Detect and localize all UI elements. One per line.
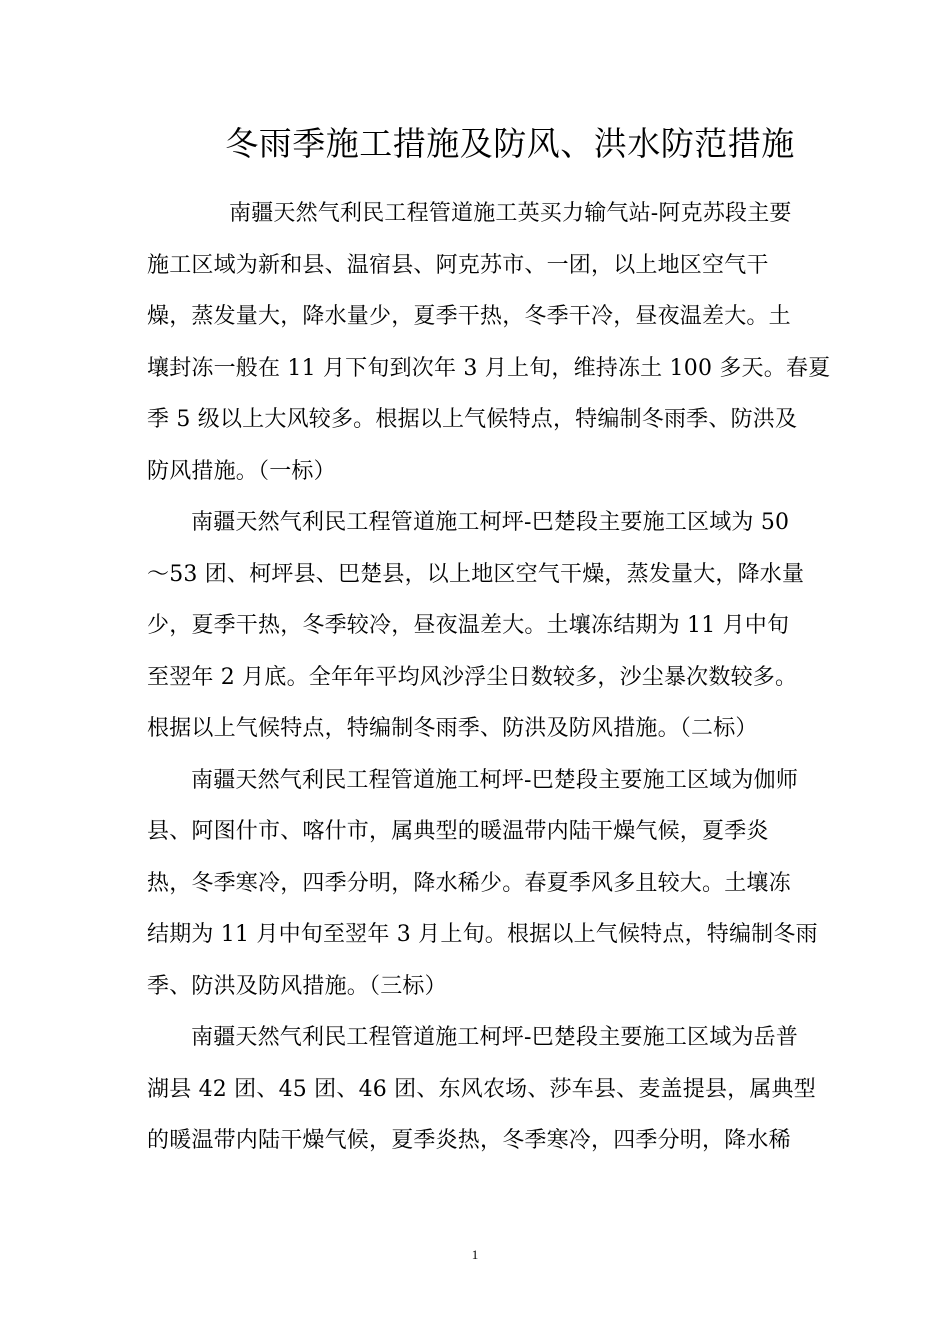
paragraph-4-line-1: 南疆天然气利民工程管道施工柯坪-巴楚段主要施工区域为岳普: [191, 1025, 799, 1050]
paragraph-2-line-3: 少，夏季干热，冬季较冷，昼夜温差大。土壤冻结期为 11 月中旬: [147, 613, 790, 638]
paragraph-4-line-3: 的暖温带内陆干燥气候，夏季炎热，冬季寒冷，四季分明，降水稀: [147, 1128, 791, 1153]
paragraph-3-line-5: 季、防洪及防风措施。（三标）: [147, 973, 447, 999]
paragraph-3-line-1: 南疆天然气利民工程管道施工柯坪-巴楚段主要施工区域为伽师: [191, 767, 799, 793]
paragraph-2-line-1: 南疆天然气利民工程管道施工柯坪-巴楚段主要施工区域为 50: [191, 510, 790, 535]
paragraph-4-line-2: 湖县 42 团、45 团、46 团、东风农场、莎车县、麦盖提县，属典型: [147, 1076, 816, 1102]
paragraph-3-line-4: 结期为 11 月中旬至翌年 3 月上旬。根据以上气候特点，特编制冬雨: [147, 922, 818, 947]
paragraph-2-line-5: 根据以上气候特点，特编制冬雨季、防洪及防风措施。（二标）: [147, 716, 758, 741]
paragraph-3-line-3: 热，冬季寒冷，四季分明，降水稀少。春夏季风多且较大。土壤冻: [147, 870, 791, 896]
paragraph-2-line-2: ～53 团、柯坪县、巴楚县，以上地区空气干燥，蒸发量大，降水量: [147, 561, 805, 587]
paragraph-3-line-2: 县、阿图什市、喀什市，属典型的暖温带内陆干燥气候，夏季炎: [147, 819, 769, 844]
page-number: 1: [471, 1247, 479, 1262]
paragraph-1-line-6: 防风措施。（一标）: [147, 458, 336, 484]
document-body: [147, 188, 831, 1167]
paragraph-1-line-1: 南疆天然气利民工程管道施工英买力输气站-阿克苏段主要: [229, 201, 792, 226]
paragraph-1-line-3: 燥，蒸发量大，降水量少，夏季干热，冬季干冷，昼夜温差大。土: [147, 304, 791, 329]
paragraph-1-line-5: 季 5 级以上大风较多。根据以上气候特点，特编制冬雨季、防洪及: [147, 407, 798, 432]
paragraph-2-line-4: 至翌年 2 月底。全年年平均风沙浮尘日数较多，沙尘暴次数较多。: [147, 664, 798, 690]
paragraph-1-line-2: 施工区域为新和县、温宿县、阿克苏市、一团，以上地区空气干: [147, 252, 769, 278]
paragraph-1-line-4: 壤封冻一般在 11 月下旬到次年 3 月上旬，维持冻土 100 多天。春夏: [147, 355, 831, 381]
document-title: 冬雨季施工措施及防风、洪水防范措施: [225, 124, 795, 163]
